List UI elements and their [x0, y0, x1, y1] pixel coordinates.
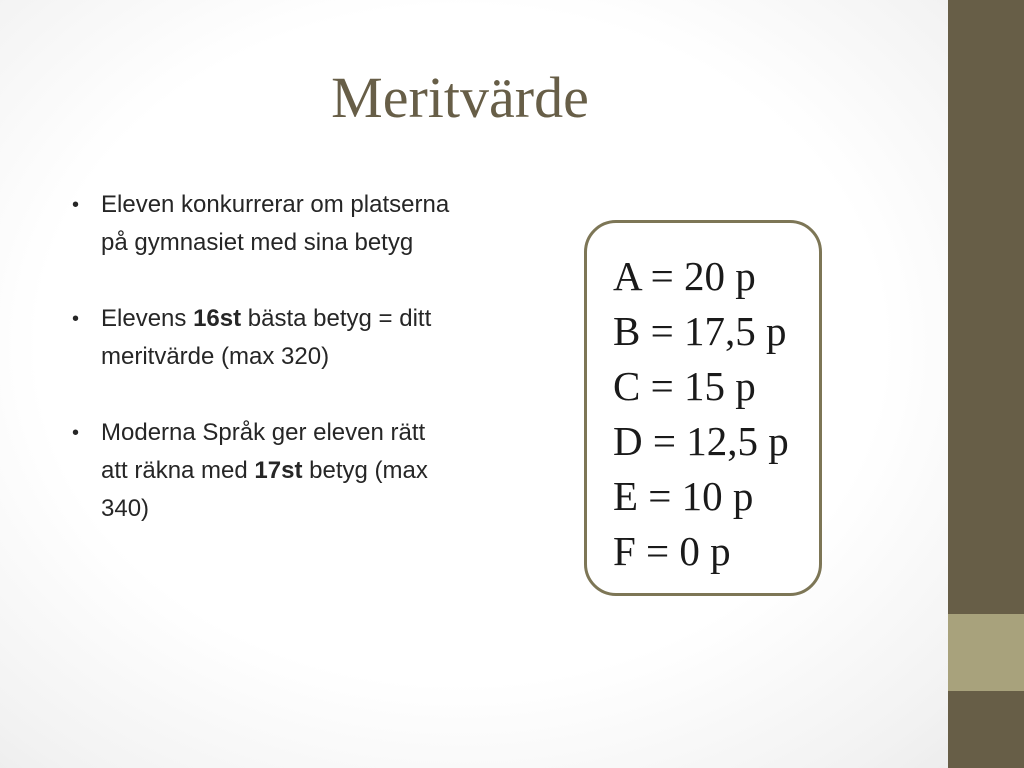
bullet-emphasis: 16st	[193, 305, 242, 332]
grade-row-b: B = 17,5 p	[613, 308, 787, 354]
bullet-dot-icon: •	[72, 308, 80, 330]
bullet-item-modern-languages	[72, 414, 452, 528]
bullet-item-best-grades	[72, 300, 452, 376]
bullet-list	[72, 186, 452, 566]
bullet-item-competition	[72, 186, 452, 262]
grade-scale-box	[584, 220, 822, 596]
bullet-text: betyg (max 340)	[101, 457, 428, 522]
grade-row-f: F = 0 p	[613, 528, 731, 574]
grade-row-c: C = 15 p	[613, 363, 756, 409]
bullet-text: Eleven konkurrerar om platserna på gymnasiet med sina betyg	[101, 191, 450, 256]
bullet-dot-icon: •	[72, 422, 80, 444]
bullet-emphasis: 17st	[254, 457, 303, 484]
side-decoration-accent	[948, 614, 1024, 691]
grade-row-e: E = 10 p	[613, 473, 754, 519]
bullet-text: Moderna Språk ger eleven rätt att räkna med	[101, 419, 426, 484]
slide-title: Meritvärde	[331, 65, 589, 130]
bullet-text: bästa betyg = ditt meritvärde (max 320)	[101, 305, 432, 370]
grade-row-a: A = 20 p	[613, 253, 756, 299]
grade-row-d: D = 12,5 p	[613, 418, 789, 464]
grade-list	[613, 249, 789, 579]
bullet-text: Elevens	[101, 305, 194, 332]
bullet-dot-icon: •	[72, 194, 80, 216]
